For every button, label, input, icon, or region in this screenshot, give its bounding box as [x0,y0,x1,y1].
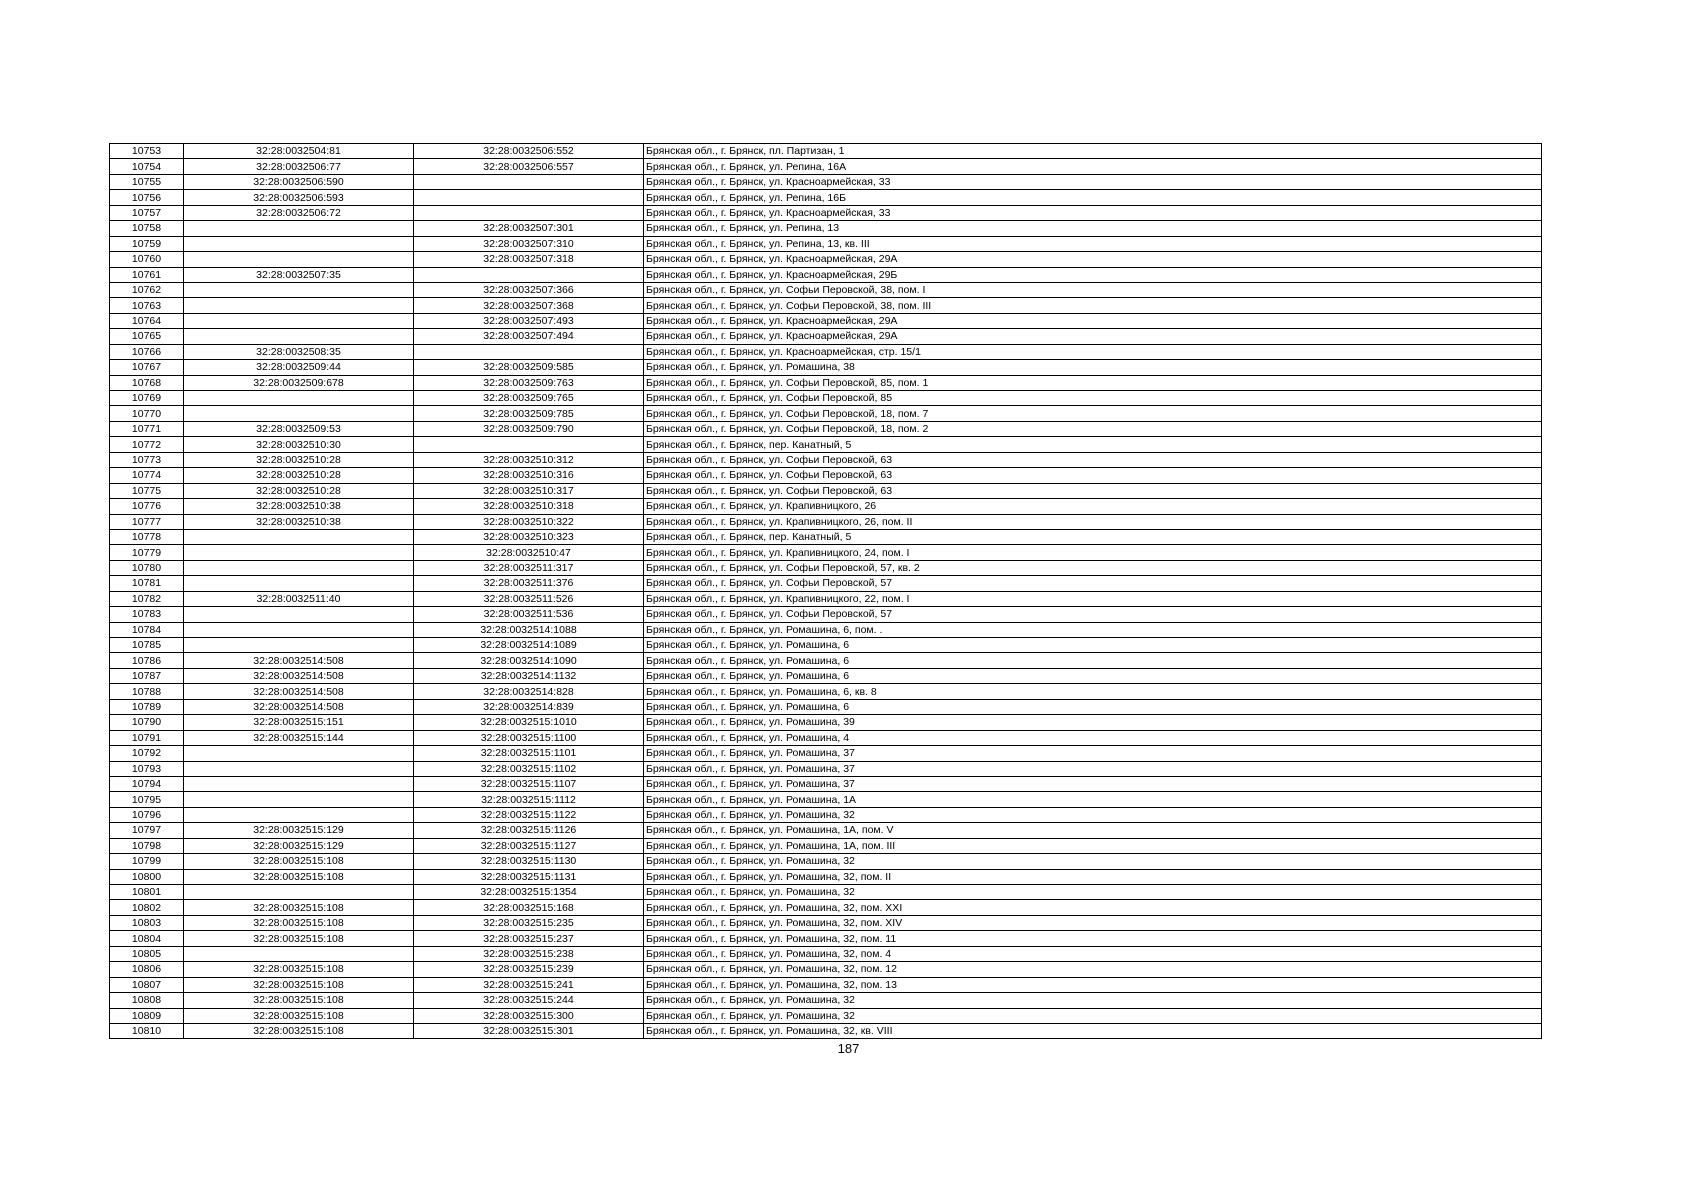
table-row [110,684,1542,699]
cadastral-number-cell: 32:28:0032514:508 [184,653,414,668]
object-cadastral-number-cell: 32:28:0032515:235 [414,915,644,930]
address-cell: Брянская обл., г. Брянск, ул. Ромашина, 6 [644,699,1542,714]
address-cell: Брянская обл., г. Брянск, ул. Ромашина, 39 [644,715,1542,730]
object-cadastral-number-cell: 32:28:0032515:1354 [414,885,644,900]
row-number-cell: 10762 [110,282,184,297]
object-cadastral-number-cell: 32:28:0032510:312 [414,452,644,467]
address-cell: Брянская обл., г. Брянск, ул. Ромашина, 6 [644,653,1542,668]
object-cadastral-number-cell [414,190,644,205]
cadastral-number-cell: 32:28:0032514:508 [184,668,414,683]
object-cadastral-number-cell [414,267,644,282]
address-cell: Брянская обл., г. Брянск, ул. Ромашина, 6, кв. 8 [644,684,1542,699]
row-number-cell: 10804 [110,931,184,946]
cadastral-number-cell: 32:28:0032515:144 [184,730,414,745]
cadastral-number-cell: 32:28:0032515:108 [184,962,414,977]
row-number-cell: 10792 [110,746,184,761]
address-cell: Брянская обл., г. Брянск, ул. Красноармейская, 33 [644,174,1542,189]
object-cadastral-number-cell: 32:28:0032511:526 [414,591,644,606]
object-cadastral-number-cell: 32:28:0032515:237 [414,931,644,946]
table-row [110,962,1542,977]
cadastral-number-cell [184,406,414,421]
row-number-cell: 10777 [110,514,184,529]
address-cell: Брянская обл., г. Брянск, ул. Софьи Перовской, 85 [644,391,1542,406]
cadastral-number-cell: 32:28:0032510:38 [184,499,414,514]
table-row [110,699,1542,714]
cadastral-number-cell: 32:28:0032514:508 [184,699,414,714]
cadastral-number-cell: 32:28:0032515:108 [184,1008,414,1023]
cadastral-number-cell [184,252,414,267]
table-row [110,591,1542,606]
row-number-cell: 10770 [110,406,184,421]
row-number-cell: 10775 [110,483,184,498]
row-number-cell: 10797 [110,823,184,838]
row-number-cell: 10796 [110,807,184,822]
object-cadastral-number-cell: 32:28:0032511:376 [414,576,644,591]
object-cadastral-number-cell [414,344,644,359]
cadastral-number-cell: 32:28:0032506:593 [184,190,414,205]
row-number-cell: 10787 [110,668,184,683]
table-row [110,823,1542,838]
object-cadastral-number-cell: 32:28:0032506:552 [414,144,644,159]
row-number-cell: 10794 [110,776,184,791]
row-number-cell: 10756 [110,190,184,205]
object-cadastral-number-cell: 32:28:0032514:839 [414,699,644,714]
row-number-cell: 10763 [110,298,184,313]
cadastral-number-cell: 32:28:0032515:129 [184,838,414,853]
cadastral-number-cell: 32:28:0032511:40 [184,591,414,606]
cadastral-number-cell: 32:28:0032515:151 [184,715,414,730]
object-cadastral-number-cell: 32:28:0032515:168 [414,900,644,915]
table-row [110,838,1542,853]
address-cell: Брянская обл., г. Брянск, ул. Ромашина, 32 [644,854,1542,869]
table-row [110,653,1542,668]
table-row [110,885,1542,900]
cadastral-number-cell: 32:28:0032515:108 [184,869,414,884]
object-cadastral-number-cell: 32:28:0032510:323 [414,529,644,544]
address-cell: Брянская обл., г. Брянск, ул. Красноармейская, 29А [644,313,1542,328]
address-cell: Брянская обл., г. Брянск, ул. Ромашина, 32, пом. XXI [644,900,1542,915]
address-cell: Брянская обл., г. Брянск, ул. Красноармейская, 29А [644,329,1542,344]
address-cell: Брянская обл., г. Брянск, ул. Ромашина, 32, пом. 11 [644,931,1542,946]
object-cadastral-number-cell: 32:28:0032507:366 [414,282,644,297]
table-row [110,545,1542,560]
object-cadastral-number-cell: 32:28:0032515:300 [414,1008,644,1023]
table-row [110,391,1542,406]
object-cadastral-number-cell: 32:28:0032515:244 [414,993,644,1008]
object-cadastral-number-cell: 32:28:0032515:1101 [414,746,644,761]
address-cell: Брянская обл., г. Брянск, ул. Ромашина, 6, пом. . [644,622,1542,637]
table-row [110,854,1542,869]
row-number-cell: 10800 [110,869,184,884]
table-row [110,915,1542,930]
cadastral-number-cell [184,298,414,313]
object-cadastral-number-cell: 32:28:0032510:47 [414,545,644,560]
cadastral-number-cell [184,391,414,406]
table-row [110,730,1542,745]
object-cadastral-number-cell: 32:28:0032514:1090 [414,653,644,668]
object-cadastral-number-cell: 32:28:0032510:317 [414,483,644,498]
address-cell: Брянская обл., г. Брянск, ул. Софьи Перовской, 85, пом. 1 [644,375,1542,390]
address-cell: Брянская обл., г. Брянск, ул. Крапивницкого, 22, пом. I [644,591,1542,606]
table-row [110,421,1542,436]
table-row [110,437,1542,452]
table-row [110,560,1542,575]
address-cell: Брянская обл., г. Брянск, ул. Репина, 13, кв. III [644,236,1542,251]
table-row [110,900,1542,915]
address-cell: Брянская обл., г. Брянск, ул. Ромашина, 32 [644,993,1542,1008]
object-cadastral-number-cell: 32:28:0032515:1100 [414,730,644,745]
table-row [110,977,1542,992]
cadastral-number-cell: 32:28:0032509:53 [184,421,414,436]
row-number-cell: 10759 [110,236,184,251]
cadastral-number-cell: 32:28:0032515:108 [184,915,414,930]
table-row [110,576,1542,591]
table-row [110,144,1542,159]
cadastral-number-cell: 32:28:0032515:108 [184,977,414,992]
address-cell: Брянская обл., г. Брянск, ул. Красноармейская, 29А [644,252,1542,267]
object-cadastral-number-cell: 32:28:0032515:1131 [414,869,644,884]
row-number-cell: 10755 [110,174,184,189]
cadastral-number-cell: 32:28:0032504:81 [184,144,414,159]
address-cell: Брянская обл., г. Брянск, ул. Ромашина, 32 [644,885,1542,900]
cadastral-number-cell [184,776,414,791]
address-cell: Брянская обл., г. Брянск, ул. Ромашина, 32, кв. VIII [644,1023,1542,1038]
object-cadastral-number-cell: 32:28:0032514:1132 [414,668,644,683]
table-row [110,622,1542,637]
cadastral-number-cell [184,885,414,900]
cadastral-number-cell [184,607,414,622]
cadastral-number-cell: 32:28:0032515:129 [184,823,414,838]
table-row [110,869,1542,884]
table-row [110,715,1542,730]
row-number-cell: 10803 [110,915,184,930]
table-row [110,668,1542,683]
address-cell: Брянская обл., г. Брянск, пер. Канатный, 5 [644,529,1542,544]
table-row [110,406,1542,421]
row-number-cell: 10783 [110,607,184,622]
address-cell: Брянская обл., г. Брянск, ул. Красноармейская, 33 [644,205,1542,220]
row-number-cell: 10784 [110,622,184,637]
cadastral-number-cell: 32:28:0032510:30 [184,437,414,452]
cadastral-number-cell [184,807,414,822]
table-row [110,514,1542,529]
cadastral-number-cell: 32:28:0032510:38 [184,514,414,529]
table-row [110,205,1542,220]
page-number: 187 [837,1041,860,1056]
row-number-cell: 10764 [110,313,184,328]
address-cell: Брянская обл., г. Брянск, ул. Красноармейская, стр. 15/1 [644,344,1542,359]
address-cell: Брянская обл., г. Брянск, ул. Репина, 16Б [644,190,1542,205]
address-cell: Брянская обл., г. Брянск, ул. Ромашина, 32, пом. XIV [644,915,1542,930]
cadastral-number-cell: 32:28:0032515:108 [184,993,414,1008]
object-cadastral-number-cell: 32:28:0032510:318 [414,499,644,514]
object-cadastral-number-cell: 32:28:0032515:241 [414,977,644,992]
cadastral-number-cell: 32:28:0032506:72 [184,205,414,220]
object-cadastral-number-cell: 32:28:0032515:1107 [414,776,644,791]
address-cell: Брянская обл., г. Брянск, ул. Крапивницкого, 24, пом. I [644,545,1542,560]
table-row [110,638,1542,653]
table-row [110,174,1542,189]
row-number-cell: 10778 [110,529,184,544]
object-cadastral-number-cell: 32:28:0032514:1089 [414,638,644,653]
table-row [110,344,1542,359]
object-cadastral-number-cell: 32:28:0032511:536 [414,607,644,622]
address-cell: Брянская обл., г. Брянск, ул. Ромашина, 32 [644,807,1542,822]
row-number-cell: 10789 [110,699,184,714]
object-cadastral-number-cell: 32:28:0032509:790 [414,421,644,436]
row-number-cell: 10808 [110,993,184,1008]
address-cell: Брянская обл., г. Брянск, ул. Софьи Перовской, 63 [644,483,1542,498]
row-number-cell: 10807 [110,977,184,992]
object-cadastral-number-cell: 32:28:0032507:318 [414,252,644,267]
cadastral-number-cell: 32:28:0032514:508 [184,684,414,699]
row-number-cell: 10786 [110,653,184,668]
address-cell: Брянская обл., г. Брянск, ул. Ромашина, 4 [644,730,1542,745]
object-cadastral-number-cell: 32:28:0032510:316 [414,468,644,483]
row-number-cell: 10774 [110,468,184,483]
object-cadastral-number-cell: 32:28:0032515:1112 [414,792,644,807]
object-cadastral-number-cell: 32:28:0032515:1130 [414,854,644,869]
address-cell: Брянская обл., г. Брянск, ул. Ромашина, 1А, пом. V [644,823,1542,838]
table-body [110,144,1542,1039]
address-cell: Брянская обл., г. Брянск, ул. Крапивницкого, 26, пом. II [644,514,1542,529]
row-number-cell: 10760 [110,252,184,267]
object-cadastral-number-cell: 32:28:0032509:785 [414,406,644,421]
object-cadastral-number-cell: 32:28:0032515:239 [414,962,644,977]
row-number-cell: 10779 [110,545,184,560]
table-row [110,221,1542,236]
table-row [110,761,1542,776]
row-number-cell: 10790 [110,715,184,730]
row-number-cell: 10791 [110,730,184,745]
object-cadastral-number-cell: 32:28:0032507:493 [414,313,644,328]
object-cadastral-number-cell: 32:28:0032514:1088 [414,622,644,637]
address-cell: Брянская обл., г. Брянск, ул. Ромашина, 6 [644,638,1542,653]
row-number-cell: 10771 [110,421,184,436]
table-row [110,746,1542,761]
cadastral-number-cell [184,792,414,807]
table-row [110,375,1542,390]
row-number-cell: 10806 [110,962,184,977]
address-cell: Брянская обл., г. Брянск, ул. Репина, 16А [644,159,1542,174]
address-cell: Брянская обл., г. Брянск, ул. Репина, 13 [644,221,1542,236]
table-row [110,946,1542,961]
address-cell: Брянская обл., г. Брянск, ул. Софьи Перовской, 63 [644,452,1542,467]
cadastral-number-cell: 32:28:0032510:28 [184,483,414,498]
address-cell: Брянская обл., г. Брянск, ул. Красноармейская, 29Б [644,267,1542,282]
cadastral-number-cell [184,746,414,761]
row-number-cell: 10793 [110,761,184,776]
cadastral-number-cell [184,638,414,653]
row-number-cell: 10798 [110,838,184,853]
table-row [110,607,1542,622]
address-cell: Брянская обл., г. Брянск, пл. Партизан, 1 [644,144,1542,159]
row-number-cell: 10761 [110,267,184,282]
cadastral-number-cell [184,329,414,344]
address-cell: Брянская обл., г. Брянск, ул. Софьи Перовской, 63 [644,468,1542,483]
address-cell: Брянская обл., г. Брянск, ул. Ромашина, 38 [644,360,1542,375]
address-cell: Брянская обл., г. Брянск, ул. Ромашина, 32, пом. 13 [644,977,1542,992]
row-number-cell: 10754 [110,159,184,174]
object-cadastral-number-cell: 32:28:0032510:322 [414,514,644,529]
table-row [110,236,1542,251]
object-cadastral-number-cell: 32:28:0032515:1126 [414,823,644,838]
row-number-cell: 10795 [110,792,184,807]
object-cadastral-number-cell: 32:28:0032507:310 [414,236,644,251]
row-number-cell: 10753 [110,144,184,159]
object-cadastral-number-cell: 32:28:0032507:301 [414,221,644,236]
address-cell: Брянская обл., г. Брянск, ул. Ромашина, 37 [644,776,1542,791]
address-cell: Брянская обл., г. Брянск, ул. Софьи Перовской, 18, пом. 7 [644,406,1542,421]
cadastral-number-cell [184,761,414,776]
row-number-cell: 10801 [110,885,184,900]
object-cadastral-number-cell: 32:28:0032515:1127 [414,838,644,853]
address-cell: Брянская обл., г. Брянск, ул. Ромашина, 32, пом. 12 [644,962,1542,977]
table-row [110,1023,1542,1038]
cadastral-number-cell: 32:28:0032506:590 [184,174,414,189]
address-cell: Брянская обл., г. Брянск, ул. Ромашина, 37 [644,761,1542,776]
cadastral-number-cell [184,529,414,544]
cadastral-number-cell [184,576,414,591]
address-cell: Брянская обл., г. Брянск, ул. Ромашина, 32 [644,1008,1542,1023]
row-number-cell: 10781 [110,576,184,591]
table-row [110,468,1542,483]
address-cell: Брянская обл., г. Брянск, ул. Софьи Перовской, 38, пом. III [644,298,1542,313]
table-row [110,313,1542,328]
address-cell: Брянская обл., г. Брянск, ул. Ромашина, 6 [644,668,1542,683]
address-cell: Брянская обл., г. Брянск, ул. Крапивницкого, 26 [644,499,1542,514]
cadastral-number-cell: 32:28:0032515:108 [184,854,414,869]
table-row [110,807,1542,822]
table-row [110,267,1542,282]
row-number-cell: 10768 [110,375,184,390]
cadastral-number-cell [184,236,414,251]
row-number-cell: 10767 [110,360,184,375]
address-cell: Брянская обл., г. Брянск, ул. Ромашина, 32, пом. 4 [644,946,1542,961]
row-number-cell: 10773 [110,452,184,467]
address-cell: Брянская обл., г. Брянск, ул. Софьи Перовской, 57, кв. 2 [644,560,1542,575]
address-cell: Брянская обл., г. Брянск, ул. Софьи Перовской, 57 [644,576,1542,591]
cadastral-number-cell: 32:28:0032515:108 [184,931,414,946]
table-row [110,993,1542,1008]
row-number-cell: 10758 [110,221,184,236]
cadastral-number-cell: 32:28:0032506:77 [184,159,414,174]
row-number-cell: 10757 [110,205,184,220]
cadastral-number-cell: 32:28:0032509:678 [184,375,414,390]
cadastral-number-cell [184,313,414,328]
table-row [110,931,1542,946]
table-row [110,1008,1542,1023]
row-number-cell: 10809 [110,1008,184,1023]
row-number-cell: 10772 [110,437,184,452]
address-cell: Брянская обл., г. Брянск, ул. Ромашина, 37 [644,746,1542,761]
object-cadastral-number-cell: 32:28:0032509:585 [414,360,644,375]
object-cadastral-number-cell: 32:28:0032515:1122 [414,807,644,822]
row-number-cell: 10810 [110,1023,184,1038]
address-cell: Брянская обл., г. Брянск, ул. Ромашина, 32, пом. II [644,869,1542,884]
object-cadastral-number-cell: 32:28:0032515:301 [414,1023,644,1038]
table-row [110,329,1542,344]
data-table [109,143,1542,1039]
object-cadastral-number-cell: 32:28:0032509:763 [414,375,644,390]
object-cadastral-number-cell: 32:28:0032506:557 [414,159,644,174]
row-number-cell: 10776 [110,499,184,514]
row-number-cell: 10766 [110,344,184,359]
cadastral-number-cell: 32:28:0032508:35 [184,344,414,359]
object-cadastral-number-cell: 32:28:0032511:317 [414,560,644,575]
table-row [110,252,1542,267]
table-row [110,792,1542,807]
address-cell: Брянская обл., г. Брянск, ул. Софьи Перовской, 18, пом. 2 [644,421,1542,436]
row-number-cell: 10765 [110,329,184,344]
address-cell: Брянская обл., г. Брянск, ул. Софьи Перовской, 38, пом. I [644,282,1542,297]
row-number-cell: 10788 [110,684,184,699]
row-number-cell: 10785 [110,638,184,653]
table-row [110,452,1542,467]
table-row [110,499,1542,514]
address-cell: Брянская обл., г. Брянск, пер. Канатный, 5 [644,437,1542,452]
row-number-cell: 10782 [110,591,184,606]
object-cadastral-number-cell: 32:28:0032515:1102 [414,761,644,776]
table-row [110,529,1542,544]
row-number-cell: 10769 [110,391,184,406]
object-cadastral-number-cell: 32:28:0032514:828 [414,684,644,699]
object-cadastral-number-cell [414,174,644,189]
object-cadastral-number-cell [414,205,644,220]
object-cadastral-number-cell: 32:28:0032507:494 [414,329,644,344]
cadastral-number-cell [184,946,414,961]
cadastral-number-cell: 32:28:0032515:108 [184,1023,414,1038]
table-row [110,298,1542,313]
table-row [110,483,1542,498]
object-cadastral-number-cell: 32:28:0032507:368 [414,298,644,313]
cadastral-number-cell: 32:28:0032515:108 [184,900,414,915]
cadastral-number-cell [184,560,414,575]
table-row [110,776,1542,791]
cadastral-number-cell: 32:28:0032507:35 [184,267,414,282]
cadastral-number-cell [184,282,414,297]
table-row [110,190,1542,205]
object-cadastral-number-cell: 32:28:0032509:765 [414,391,644,406]
cadastral-number-cell: 32:28:0032510:28 [184,452,414,467]
row-number-cell: 10780 [110,560,184,575]
table-row [110,360,1542,375]
row-number-cell: 10799 [110,854,184,869]
row-number-cell: 10805 [110,946,184,961]
cadastral-number-cell: 32:28:0032509:44 [184,360,414,375]
cadastral-number-cell [184,622,414,637]
table-row [110,282,1542,297]
address-cell: Брянская обл., г. Брянск, ул. Ромашина, 1А, пом. III [644,838,1542,853]
object-cadastral-number-cell: 32:28:0032515:238 [414,946,644,961]
table-row [110,159,1542,174]
cadastral-number-cell [184,221,414,236]
row-number-cell: 10802 [110,900,184,915]
cadastral-number-cell [184,545,414,560]
cadastral-number-cell: 32:28:0032510:28 [184,468,414,483]
address-cell: Брянская обл., г. Брянск, ул. Ромашина, 1А [644,792,1542,807]
object-cadastral-number-cell: 32:28:0032515:1010 [414,715,644,730]
object-cadastral-number-cell [414,437,644,452]
address-cell: Брянская обл., г. Брянск, ул. Софьи Перовской, 57 [644,607,1542,622]
